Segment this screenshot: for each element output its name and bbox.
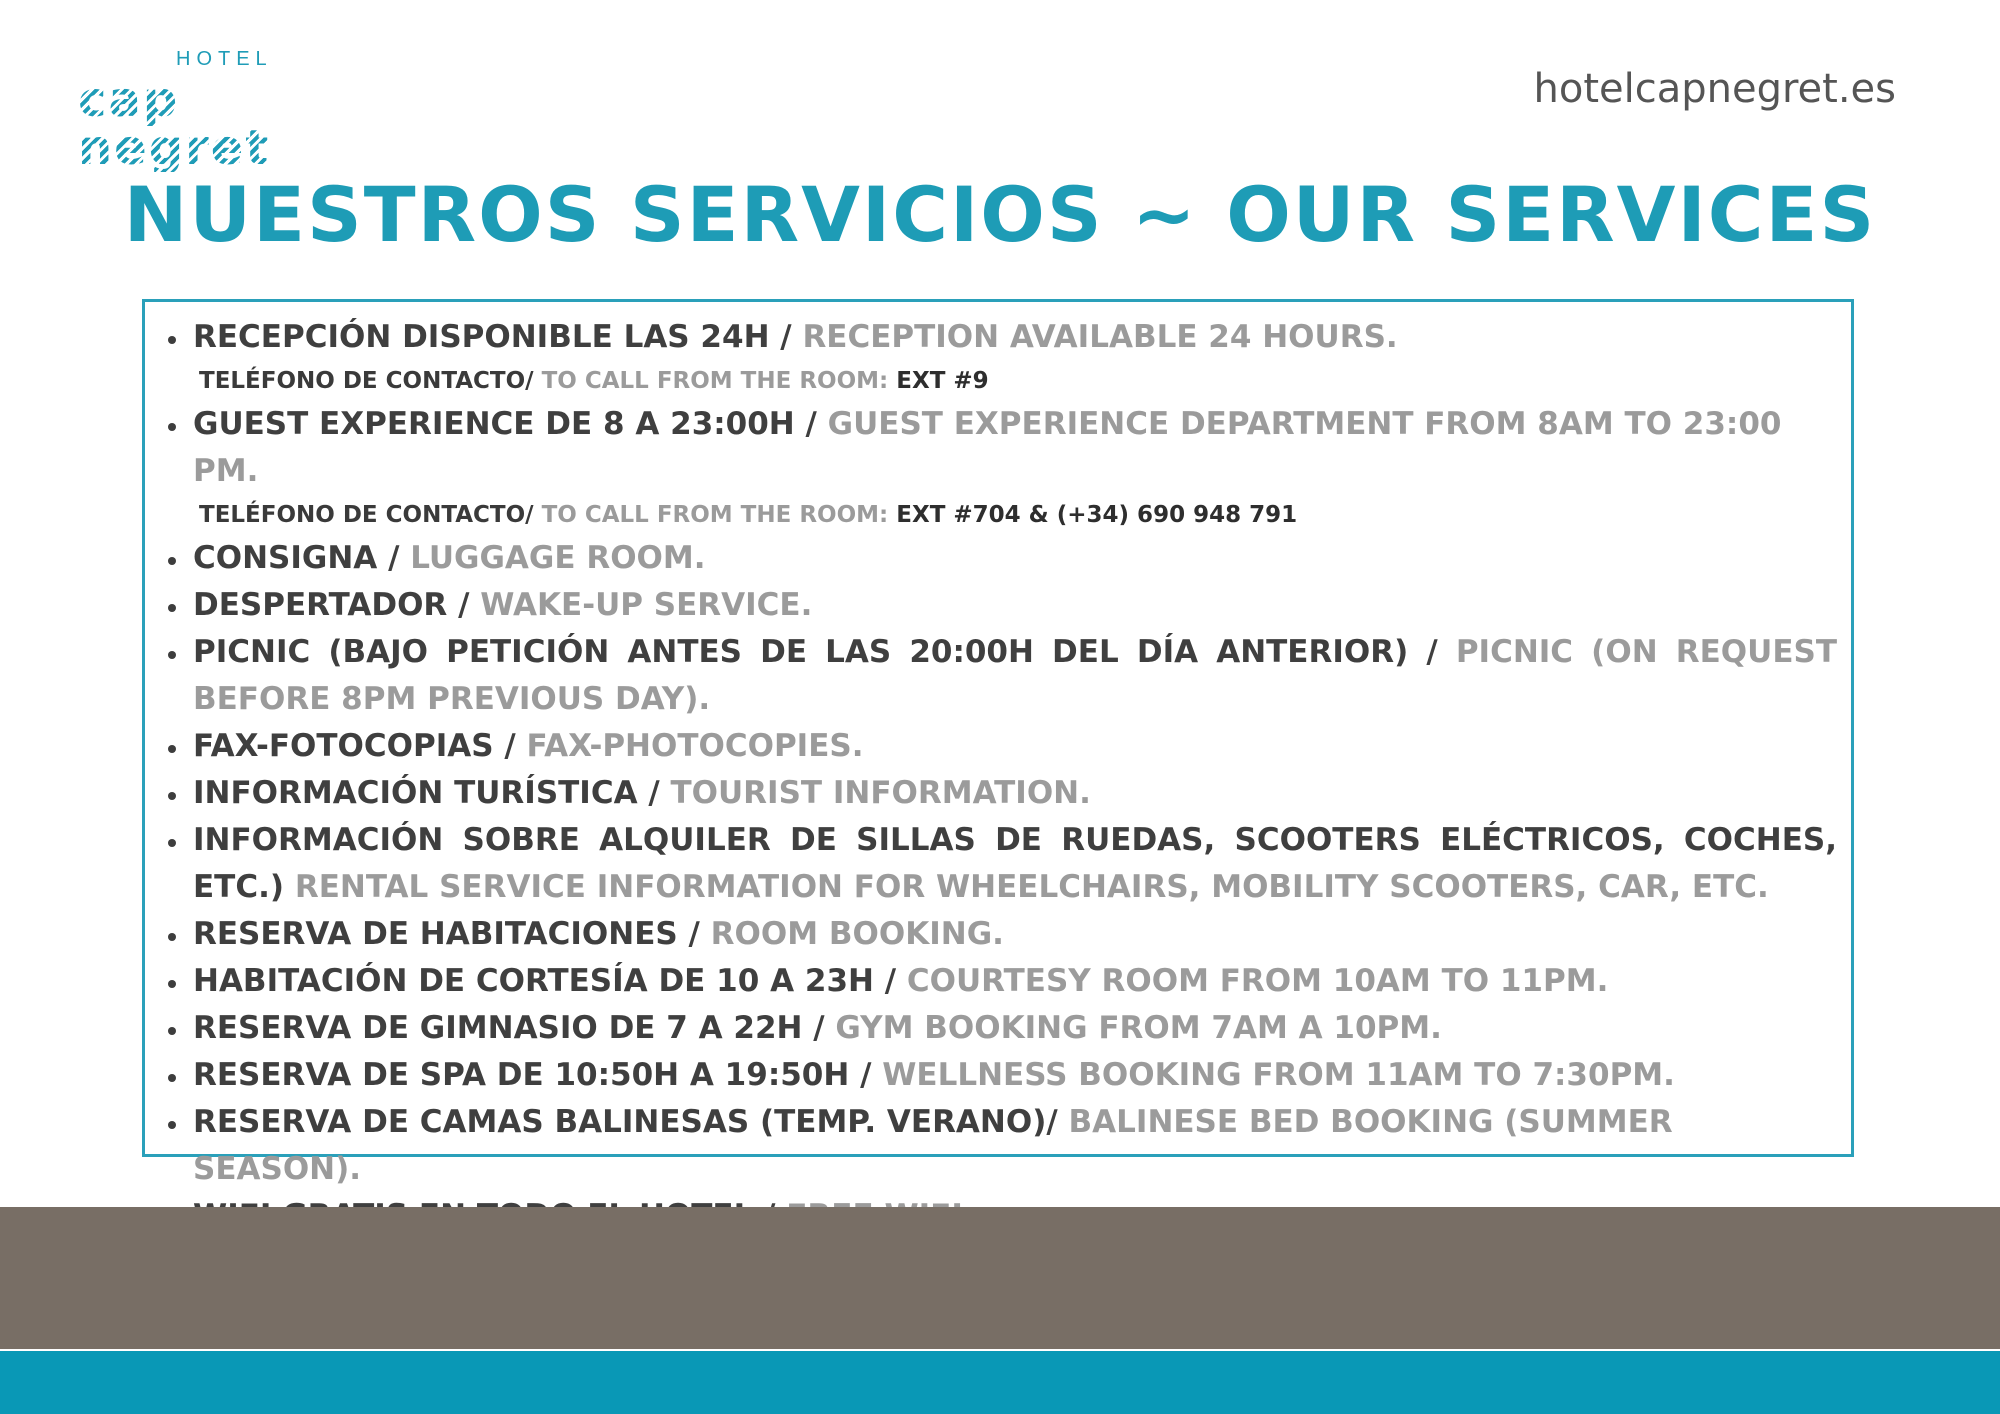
service-item-balinese-beds bbox=[193, 1099, 1837, 1193]
service-en: WAKE-UP SERVICE. bbox=[480, 587, 813, 623]
service-item-fax bbox=[193, 723, 1837, 770]
page-title: NUESTROS SERVICIOS ~ OUR SERVICES bbox=[123, 170, 1877, 259]
service-en: BALINESE BED BOOKING (SUMMER SEASON). bbox=[193, 1104, 1673, 1187]
service-separator: / bbox=[637, 775, 671, 811]
footer-band-grey bbox=[0, 1207, 2000, 1349]
services-list bbox=[145, 302, 1851, 1240]
service-es: RESERVA DE HABITACIONES bbox=[193, 916, 678, 952]
service-en: RECEPTION AVAILABLE 24 HOURS. bbox=[802, 319, 1398, 355]
hotel-logo bbox=[78, 48, 378, 176]
service-contact-guest-experience bbox=[193, 495, 1837, 535]
service-item-wake-up bbox=[193, 582, 1837, 629]
service-item-picnic bbox=[193, 629, 1837, 723]
service-separator: / bbox=[447, 587, 481, 623]
logo-hotel-label: HOTEL bbox=[176, 48, 273, 70]
service-es: FAX-FOTOCOPIAS bbox=[193, 728, 494, 764]
contact-label-en: TO CALL FROM THE ROOM: bbox=[533, 502, 889, 528]
service-separator bbox=[284, 869, 295, 905]
service-item-rental-info bbox=[193, 817, 1837, 911]
service-separator: / bbox=[769, 319, 803, 355]
service-en: GUEST EXPERIENCE DEPARTMENT FROM 8AM TO 23:00 PM. bbox=[193, 406, 1782, 489]
service-es: INFORMACIÓN TURÍSTICA bbox=[193, 775, 638, 811]
service-es: DESPERTADOR bbox=[193, 587, 448, 623]
service-separator: / bbox=[1408, 634, 1456, 670]
service-separator: / bbox=[1046, 1104, 1069, 1140]
service-en: GYM BOOKING FROM 7AM A 10PM. bbox=[835, 1010, 1442, 1046]
service-item-courtesy-room bbox=[193, 958, 1837, 1005]
service-separator: / bbox=[794, 406, 828, 442]
service-item-spa bbox=[193, 1052, 1837, 1099]
website-url: hotelcapnegret.es bbox=[1533, 66, 1896, 112]
service-es: HABITACIÓN DE CORTESÍA DE 10 A 23H bbox=[193, 963, 874, 999]
service-separator: / bbox=[677, 916, 711, 952]
service-item-reception bbox=[193, 314, 1837, 361]
service-en: ROOM BOOKING. bbox=[710, 916, 1004, 952]
service-item-luggage bbox=[193, 535, 1837, 582]
service-es: RESERVA DE SPA DE 10:50H A 19:50H bbox=[193, 1057, 850, 1093]
contact-label-es: TELÉFONO DE CONTACTO/ bbox=[199, 368, 534, 394]
service-es: RESERVA DE GIMNASIO DE 7 A 22H bbox=[193, 1010, 803, 1046]
contact-extension: EXT #9 bbox=[888, 368, 989, 394]
service-separator: / bbox=[493, 728, 527, 764]
service-item-tourist-info bbox=[193, 770, 1837, 817]
service-es: INFORMACIÓN SOBRE ALQUILER DE SILLAS DE RUEDAS, SCOOTERS ELÉCTRICOS, COCHES, ETC.) bbox=[193, 822, 1837, 905]
contact-label-en: TO CALL FROM THE ROOM: bbox=[533, 368, 889, 394]
service-en: RENTAL SERVICE INFORMATION FOR WHEELCHAIRS, MOBILITY SCOOTERS, CAR, ETC. bbox=[294, 869, 1769, 905]
service-en: LUGGAGE ROOM. bbox=[410, 540, 706, 576]
service-en: PICNIC (ON REQUEST BEFORE 8PM PREVIOUS DAY). bbox=[193, 634, 1837, 717]
services-box bbox=[142, 299, 1854, 1187]
service-en: COURTESY ROOM FROM 10AM TO 11PM. bbox=[906, 963, 1609, 999]
service-separator: / bbox=[377, 540, 411, 576]
logo-wordmark: cap negret bbox=[78, 76, 378, 172]
service-separator: / bbox=[802, 1010, 836, 1046]
service-es: RECEPCIÓN DISPONIBLE LAS 24H bbox=[193, 319, 770, 355]
service-es: PICNIC (BAJO PETICIÓN ANTES DE LAS 20:00H DEL DÍA ANTERIOR) bbox=[193, 634, 1409, 670]
service-es: GUEST EXPERIENCE DE 8 A 23:00H bbox=[193, 406, 795, 442]
footer-band-teal bbox=[0, 1351, 2000, 1414]
service-item-gym bbox=[193, 1005, 1837, 1052]
service-en: FAX-PHOTOCOPIES. bbox=[526, 728, 864, 764]
service-item-guest-experience bbox=[193, 401, 1837, 495]
service-es: CONSIGNA bbox=[193, 540, 378, 576]
contact-label-es: TELÉFONO DE CONTACTO/ bbox=[199, 502, 534, 528]
service-item-room-booking bbox=[193, 911, 1837, 958]
service-es: RESERVA DE CAMAS BALINESAS (TEMP. VERANO) bbox=[193, 1104, 1047, 1140]
contact-extension: EXT #704 & (+34) 690 948 791 bbox=[888, 502, 1298, 528]
service-en: TOURIST INFORMATION. bbox=[670, 775, 1091, 811]
service-separator: / bbox=[873, 963, 907, 999]
service-en: WELLNESS BOOKING FROM 11AM TO 7:30PM. bbox=[882, 1057, 1675, 1093]
service-contact-reception bbox=[193, 361, 1837, 401]
service-separator: / bbox=[849, 1057, 883, 1093]
